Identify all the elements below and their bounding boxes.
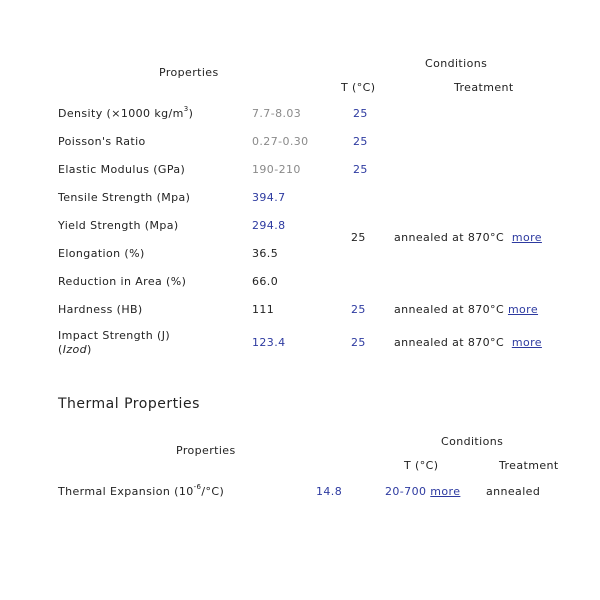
elongation-value: 36.5 [252, 247, 279, 260]
thermal-expansion-label-sup: -6 [193, 483, 202, 491]
impact-strength-izod: Izod [62, 343, 88, 356]
density-label-tail: ) [188, 107, 194, 120]
impact-strength-value: 123.4 [252, 336, 286, 349]
impact-strength-label-text: Impact Strength (J) [58, 329, 171, 342]
impact-strength-label: Impact Strength (J) (Izod) [58, 329, 171, 356]
reduction-area-value: 66.0 [252, 275, 279, 288]
impact-strength-temp: 25 [351, 336, 366, 349]
thermal-expansion-value: 14.8 [316, 485, 343, 498]
poisson-ratio-label: Poisson's Ratio [58, 135, 146, 148]
thermal-expansion-treatment: annealed [486, 485, 541, 498]
treatment-header: Treatment [454, 81, 514, 94]
thermal-treatment-header: Treatment [499, 459, 559, 472]
thermal-conditions-header: Conditions [441, 435, 504, 448]
density-label [58, 107, 193, 120]
elongation-label: Elongation (%) [58, 247, 145, 260]
elastic-modulus-value: 190-210 [252, 163, 301, 176]
thermal-expansion-more-link[interactable]: more [430, 485, 461, 498]
tensile-strength-label: Tensile Strength (Mpa) [58, 191, 191, 204]
thermal-temperature-header: T (°C) [404, 459, 439, 472]
hardness-more-link[interactable]: more [507, 303, 539, 316]
yield-strength-label: Yield Strength (Mpa) [58, 219, 179, 232]
temperature-header: T (°C) [341, 81, 376, 94]
density-label-text: Density (×1000 kg/m [58, 107, 184, 120]
hardness-value: 111 [252, 303, 275, 316]
group-more-link[interactable]: more [511, 231, 542, 244]
thermal-properties-header: Properties [176, 444, 236, 457]
elastic-modulus-temp: 25 [353, 163, 368, 176]
hardness-treatment-text: annealed at 870°C [394, 303, 505, 316]
thermal-expansion-label [58, 485, 224, 498]
reduction-area-label: Reduction in Area (%) [58, 275, 187, 288]
poisson-ratio-temp: 25 [353, 135, 368, 148]
group-temp: 25 [351, 231, 366, 244]
impact-strength-more-link[interactable]: more [511, 336, 542, 349]
density-value: 7.7-8.03 [252, 107, 302, 120]
properties-header: Properties [159, 66, 219, 79]
hardness-label: Hardness (HB) [58, 303, 143, 316]
thermal-expansion-label-text: Thermal Expansion (10 [58, 485, 194, 498]
thermal-section-title: Thermal Properties [58, 396, 200, 412]
thermal-expansion-temp [385, 485, 460, 498]
thermal-expansion-temp-text: 20-700 [385, 485, 427, 498]
density-temp: 25 [353, 107, 368, 120]
group-treatment-text: annealed at 870°C [394, 231, 505, 244]
hardness-treatment [394, 303, 538, 316]
elastic-modulus-label: Elastic Modulus (GPa) [58, 163, 186, 176]
density-label-sup: 3 [183, 105, 189, 113]
impact-strength-treatment-text: annealed at 870°C [394, 336, 505, 349]
hardness-temp: 25 [351, 303, 366, 316]
yield-strength-value: 294.8 [252, 219, 286, 232]
tensile-strength-value: 394.7 [252, 191, 286, 204]
thermal-expansion-label-mid: /°C) [201, 485, 225, 498]
poisson-ratio-value: 0.27-0.30 [252, 135, 309, 148]
group-treatment [394, 231, 542, 244]
conditions-header: Conditions [425, 57, 488, 70]
impact-strength-treatment [394, 336, 542, 349]
